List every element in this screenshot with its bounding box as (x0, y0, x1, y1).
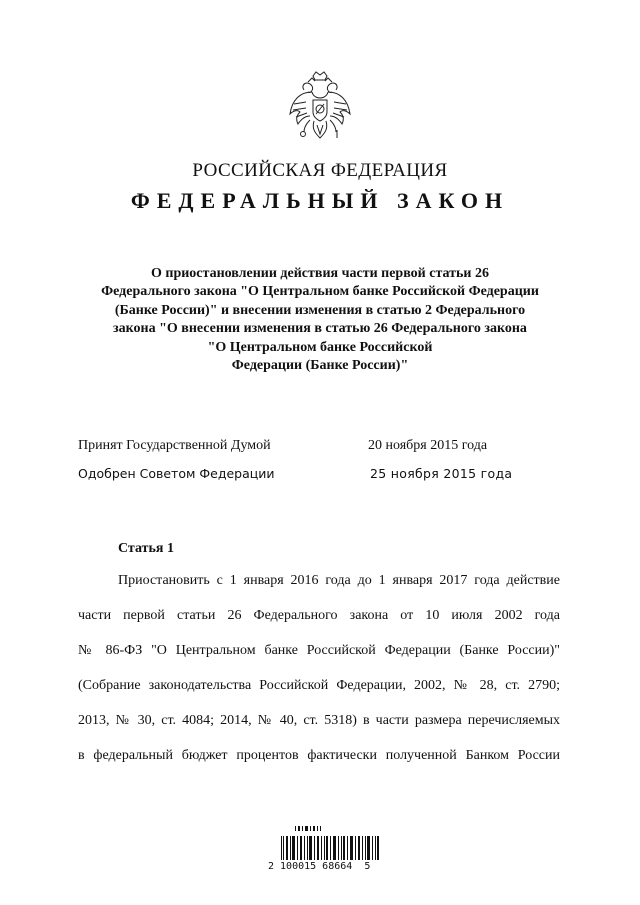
article-body-line: 2013, № 30, ст. 4084; 2014, № 40, ст. 5318) в части размера перечисляемых (78, 713, 560, 728)
barcode-number: 2 100015 68664 5 (268, 861, 371, 872)
article-body-line: в федеральный бюджет процентов фактически полученной Банком России (78, 748, 560, 763)
article-body-line: № 86-ФЗ "О Центральном банке Российской Федерации (Банке России)" (78, 643, 560, 658)
country-name: РОССИЙСКАЯ ФЕДЕРАЦИЯ (192, 160, 448, 181)
law-title-line: закона "О внесении изменения в статью 26 Федерального закона (113, 321, 527, 337)
duma-date: 20 ноября 2015 года (368, 438, 488, 453)
law-title (60, 265, 580, 375)
law-title-line: Федерального закона "О Центральном банке Российской Федерации (101, 284, 539, 300)
article-heading: Статья 1 (118, 541, 174, 556)
coat-of-arms-emblem-icon (286, 70, 354, 144)
law-title-line: (Банке России)" и внесении изменения в статью 2 Федерального (114, 302, 526, 318)
council-label: Одобрен Советом Федерации (78, 466, 275, 481)
law-title-line: "О Центральном банке Российской (207, 339, 433, 355)
law-type-heading: ФЕДЕРАЛЬНЫЙ ЗАКОН (130, 188, 510, 213)
article-body-line: части первой статьи 26 Федерального закона от 10 июля 2002 года (78, 608, 560, 623)
law-title-line: Федерации (Банке России)" (231, 358, 409, 374)
article-body-line: Приостановить с 1 января 2016 года до 1 января 2017 года действие (118, 573, 560, 588)
article-body-line: (Собрание законодательства Российской Федерации, 2002, № 28, ст. 2790; (78, 678, 560, 693)
council-date: 25 ноября 2015 года (370, 466, 513, 481)
law-title-line: О приостановлении действия части первой статьи 26 (151, 266, 489, 281)
duma-label: Принят Государственной Думой (78, 438, 271, 453)
